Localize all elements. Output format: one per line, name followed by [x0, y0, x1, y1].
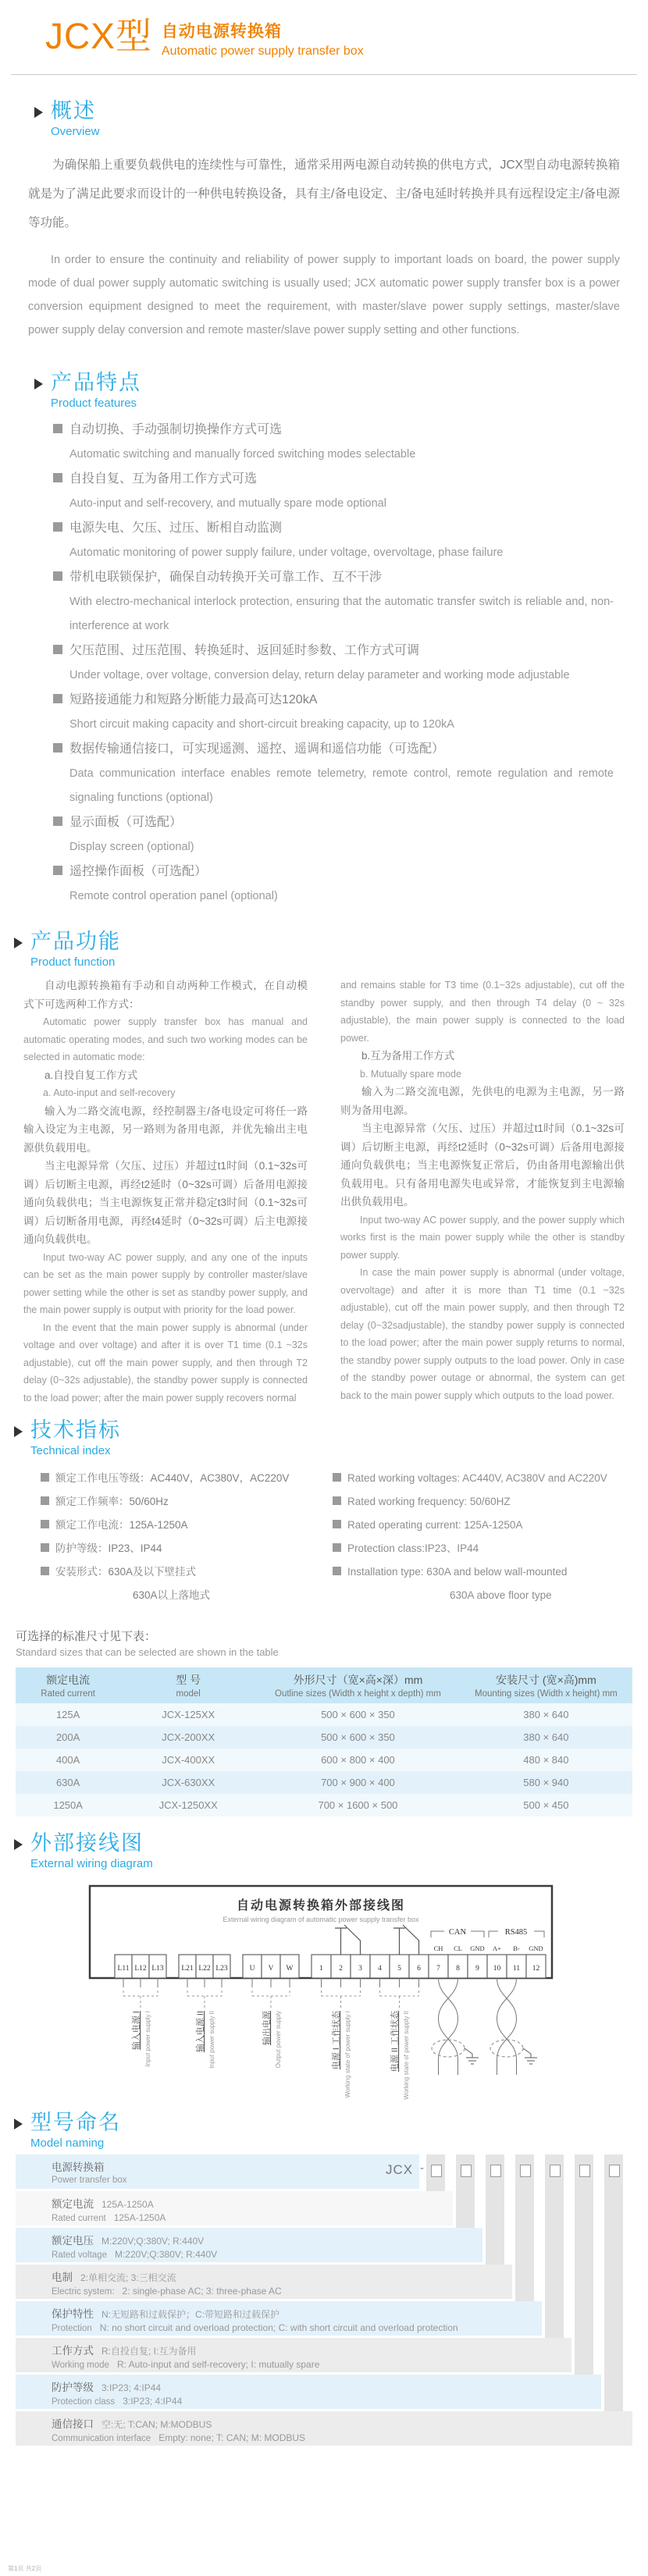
terminal-label: 1 — [319, 1965, 323, 1973]
bullet-square-icon — [53, 571, 62, 581]
tech-item: 额定工作电压等级：AC440V，AC380V，AC220V — [55, 1472, 290, 1484]
tech-item: Rated working frequency: 50/60HZ — [347, 1496, 511, 1507]
model-code — [16, 2154, 632, 2189]
bullet-square-icon — [53, 424, 62, 433]
page-footer-note: 第1页 共2页 — [8, 2565, 42, 2572]
cell-rated-current: 125A — [16, 1703, 120, 1726]
naming-row — [16, 2338, 571, 2372]
naming-label-en: Rated voltage — [52, 2250, 107, 2260]
technical-heading-cn: 技术指标 — [30, 1418, 121, 1442]
group-label-cn: 电源 I 工作状态 — [332, 2011, 341, 2070]
naming-heading-en: Model naming — [30, 2137, 105, 2150]
feature-text-cn: 数据传输通信接口，可实现遥测、遥控、遥调和遥信功能（可选配） — [69, 742, 445, 756]
col-header-en: model — [176, 1689, 201, 1699]
terminal-label: L23 — [215, 1965, 228, 1973]
section-marker-icon — [34, 379, 43, 390]
technical-list-cn — [41, 1467, 333, 1607]
section-marker-icon — [14, 1839, 23, 1850]
terminal-label: 5 — [397, 1965, 401, 1973]
naming-value-en: 3:IP23; 4:IP44 — [123, 2396, 183, 2407]
digit-box-icon — [609, 2165, 620, 2177]
naming-label-en: Communication interface — [52, 2434, 151, 2443]
product-title-en: Automatic power supply transfer box — [161, 44, 364, 58]
ground-icon — [523, 2048, 537, 2064]
naming-heading-cn: 型号命名 — [30, 2111, 121, 2134]
section-marker-icon — [14, 1426, 23, 1437]
bullet-square-icon — [53, 866, 62, 875]
feature-text-cn: 遥控操作面板（可选配） — [69, 865, 208, 878]
naming-value-cn: 3:IP23; 4:IP44 — [101, 2382, 162, 2393]
function-paragraph: Input two-way AC power supply, and the power supply which works first is the main power supply while the other is standby power supply. — [340, 1214, 625, 1261]
cell-rated-current: 1250A — [16, 1794, 120, 1816]
bullet-square-icon — [53, 694, 62, 703]
group-label-en: Input power supply II — [208, 2011, 215, 2069]
table-row — [16, 1703, 632, 1726]
bullet-square-icon — [53, 743, 62, 753]
header-divider — [11, 74, 637, 75]
terminal-label: 6 — [417, 1965, 421, 1973]
terminal-strip — [115, 1955, 546, 1978]
section-features-heading — [34, 370, 648, 410]
cell-outline-size: 600 × 800 × 400 — [256, 1749, 460, 1771]
group-label-cn: 输入电源 I — [132, 2011, 141, 2051]
function-paragraph: a. Auto-input and self-recovery — [43, 1087, 176, 1098]
col-header-cn: 型 号 — [176, 1674, 201, 1686]
standard-sizes-table — [16, 1667, 632, 1816]
pin-label: GND — [529, 1944, 543, 1952]
digit-column — [575, 2154, 593, 2409]
function-paragraph: b.互为备用工作方式 — [361, 1050, 455, 1062]
group-label-cn: 输出电源 — [262, 2011, 272, 2045]
wiring-heading-cn: 外部接线图 — [30, 1831, 144, 1855]
naming-value-en: Empty: none; T: CAN; M: MODBUS — [158, 2432, 306, 2443]
terminal-groups — [123, 1978, 419, 2100]
naming-row — [16, 2301, 542, 2336]
cell-outline-size: 500 × 600 × 350 — [256, 1703, 460, 1726]
function-paragraph: 当主电源异常（欠压、过压）并超过t1时间（0.1~32s可调）后切断主电源，再经t2延时（0~32s可调）后备用电源接通向负载供电；当主电源恢复正常后，仍由备用电源输出供负载用电。只有备用电源失电或异常，才能恢复到主电源输出供负载用电。 — [340, 1123, 625, 1208]
feature-item — [53, 639, 614, 688]
cell-mounting-size: 380 × 640 — [460, 1726, 632, 1749]
col-header-cn: 额定电流 — [46, 1674, 91, 1686]
cell-model: JCX-400XX — [120, 1749, 256, 1771]
feature-text-en: Data communication interface enables remote telemetry, remote control, remote regulation and remote signaling functions (optional) — [69, 767, 614, 804]
terminal-label: 7 — [436, 1965, 440, 1973]
naming-value-en: N: no short circuit and overload protection; C: with short circuit and overload protection — [99, 2322, 458, 2333]
terminal-label: W — [286, 1965, 294, 1973]
cable-shield-icon — [432, 2040, 465, 2057]
cell-rated-current: 400A — [16, 1749, 120, 1771]
bullet-square-icon — [41, 1567, 49, 1575]
naming-value-cn: 125A-1250A — [101, 2199, 154, 2210]
col-header-cn: 外形尺寸（宽×高×深）mm — [293, 1674, 423, 1686]
digit-box-icon — [579, 2165, 590, 2177]
model-code-prefix: JCX — [386, 2162, 414, 2177]
feature-text-cn: 欠压范围、过压范围、转换延时、返回延时参数、工作方式可调 — [69, 644, 420, 657]
table-header-row — [16, 1667, 632, 1703]
feature-text-cn: 显示面板（可选配） — [69, 816, 183, 829]
naming-value-cn: M:220V;Q:380V; R:440V — [101, 2236, 205, 2247]
technical-heading-en: Technical index — [30, 1444, 111, 1457]
feature-item — [53, 516, 614, 565]
function-paragraph: 当主电源异常（欠压、过压）并超过t1时间（0.1~32s可调）后切断主电源，再经t2延时（0~32s可调）后备用电源接通向负载供电；当主电源恢复正常并稳定t3时间（0.1~32s可调）后切断备用电源，再经t4延时（0~32s可调）后主电源接通向负载供电。 — [23, 1160, 308, 1245]
terminal-label: 10 — [493, 1965, 501, 1973]
table-row — [16, 1726, 632, 1749]
feature-text-en: Under voltage, over voltage, conversion delay, return delay parameter and working mode adjustable — [69, 669, 570, 681]
bullet-square-icon — [53, 522, 62, 532]
digit-box-icon — [520, 2165, 531, 2177]
terminal-label: 8 — [456, 1965, 460, 1973]
section-marker-icon — [34, 107, 43, 118]
naming-label-en: Working mode — [52, 2361, 109, 2370]
feature-item — [53, 737, 614, 810]
naming-value-cn: R:自投自复; I:互为备用 — [101, 2346, 197, 2357]
feature-text-cn: 自投自复、互为备用工作方式可选 — [69, 472, 258, 486]
cell-model: JCX-630XX — [120, 1771, 256, 1794]
digit-box-icon — [461, 2165, 472, 2177]
ground-icon — [465, 2048, 479, 2064]
function-paragraph: Automatic power supply transfer box has manual and automatic operating modes, and such two working modes can be selected in automatic mode: — [23, 1016, 308, 1062]
naming-row — [16, 2191, 453, 2226]
overview-paragraph-en: In order to ensure the continuity and reliability of power supply to important loads on board, the power supply mode of dual power supply automatic switching is usually used; JCX automatic power supply transfer box is a power conversion equipment designed to meet the requirement, with master/slave power supply settings, master/slave power supply delay conversion and remote master/slave power supply setting and other functions. — [28, 254, 620, 336]
overview-heading-en: Overview — [51, 125, 100, 138]
feature-item — [53, 467, 614, 516]
bullet-square-icon — [333, 1496, 341, 1505]
feature-text-cn: 电源失电、欠压、过压、断相自动监测 — [69, 521, 283, 535]
function-column-left — [23, 977, 308, 1407]
section-wiring-heading — [14, 1831, 648, 1870]
cell-model: JCX-1250XX — [120, 1794, 256, 1816]
pin-label: CH — [433, 1944, 443, 1952]
feature-text-en: Auto-input and self-recovery, and mutually spare mode optional — [69, 497, 386, 510]
naming-label-cn: 电制 — [52, 2272, 73, 2283]
terminal-label: 3 — [358, 1965, 362, 1973]
rs485-bus-label: RS485 — [504, 1928, 528, 1937]
diagram-title-en: External wiring diagram of automatic power supply transfer box — [223, 1916, 419, 1923]
feature-item — [53, 810, 614, 859]
naming-label-cn: 防护等级 — [52, 2382, 94, 2393]
cell-outline-size: 700 × 900 × 400 — [256, 1771, 460, 1794]
feature-text-cn: 带机电联锁保护，确保自动转换开关可靠工作、互不干涉 — [69, 571, 383, 584]
function-paragraph: Input two-way AC power supply, and any one of the inputs can be set as the main power supply by controller master/slave power setting while the other is set as standby power supply, and the main power supply is output with priority for the load power. — [23, 1251, 308, 1315]
naming-value-cn: N:无短路和过载保护；C:带短路和过载保护 — [101, 2309, 280, 2320]
features-heading-cn: 产品特点 — [51, 371, 141, 394]
bullet-square-icon — [333, 1473, 341, 1482]
terminal-label: L11 — [117, 1965, 130, 1973]
overview-heading-cn: 概述 — [51, 99, 96, 123]
col-header-cn: 安装尺寸 (宽×高)mm — [496, 1674, 596, 1686]
tech-item: Installation type: 630A and below wall-mounted — [347, 1566, 568, 1578]
feature-item — [53, 688, 614, 737]
twisted-pair-can — [432, 1978, 479, 2075]
naming-label-en: Power transfer box — [52, 2176, 127, 2185]
naming-label-cn: 电源转换箱 — [52, 2161, 105, 2173]
naming-row — [16, 2411, 632, 2446]
naming-value-cn: 2:单相交流; 3:三相交流 — [80, 2272, 176, 2283]
tech-item: Protection class:IP23、IP44 — [347, 1542, 479, 1554]
function-column-right — [340, 977, 625, 1407]
function-paragraph: 输入为二路交流电源，先供电的电源为主电源，另一路则为备用电源。 — [340, 1086, 625, 1116]
group-label-en: Output power supply — [275, 2011, 282, 2069]
col-header-en: Mounting sizes (Width x height) mm — [474, 1689, 618, 1699]
section-technical-heading — [14, 1418, 648, 1457]
tech-item: 630A以上落地式 — [133, 1589, 211, 1601]
terminal-label: U — [249, 1965, 255, 1973]
pin-label: CL — [454, 1944, 462, 1952]
feature-text-en: Automatic monitoring of power supply failure, under voltage, overvoltage, phase failure — [69, 546, 504, 559]
feature-item — [53, 565, 614, 639]
wiring-diagram — [74, 1873, 648, 2108]
bullet-square-icon — [333, 1543, 341, 1552]
naming-label-cn: 保护特性 — [52, 2308, 94, 2320]
feature-text-en: Short circuit making capacity and short-circuit breaking capacity, up to 120kA — [69, 718, 454, 731]
tech-item: 额定工作电流：125A-1250A — [55, 1519, 188, 1531]
naming-value-cn: 空:无; T:CAN; M:MODBUS — [101, 2419, 212, 2430]
terminal-label: L21 — [181, 1965, 194, 1973]
function-paragraph: a.自投自复工作方式 — [45, 1069, 138, 1081]
col-header-en: Rated current — [41, 1689, 95, 1699]
model-naming-diagram — [16, 2154, 632, 2448]
function-heading-cn: 产品功能 — [30, 930, 121, 953]
bullet-square-icon — [53, 473, 62, 482]
tech-item: 防护等级：IP23、IP44 — [55, 1542, 162, 1554]
terminal-label: L12 — [134, 1965, 147, 1973]
feature-text-en: With electro-mechanical interlock protection, ensuring that the automatic transfer switch is reliable and, non-interference at work — [69, 596, 614, 632]
naming-label-en: Protection class — [52, 2397, 116, 2407]
terminal-label: 4 — [378, 1965, 382, 1973]
cell-mounting-size: 580 × 940 — [460, 1771, 632, 1794]
naming-value-en: 125A-1250A — [113, 2212, 166, 2223]
cell-rated-current: 200A — [16, 1726, 120, 1749]
section-marker-icon — [14, 938, 23, 948]
naming-value-en: M:220V;Q:380V; R:440V — [114, 2249, 218, 2260]
tech-item: 安装形式：630A及以下壁挂式 — [55, 1566, 197, 1578]
terminal-label: L22 — [198, 1965, 211, 1973]
naming-value-en: 2: single-phase AC; 3: three-phase AC — [122, 2286, 282, 2297]
cell-outline-size: 500 × 600 × 350 — [256, 1726, 460, 1749]
section-naming-heading — [14, 2110, 648, 2150]
diagram-title-cn: 自动电源转换箱外部接线图 — [236, 1899, 406, 1912]
naming-label-en: Rated current — [52, 2214, 106, 2223]
cell-mounting-size: 500 × 450 — [460, 1794, 632, 1816]
function-paragraph: and remains stable for T3 time (0.1~32s adjustable), cut off the standby power supply, and then through T4 delay (0 ~ 32s adjustable), the main power supply is connected to the load power. — [340, 980, 625, 1044]
naming-label-cn: 通信接口 — [52, 2418, 94, 2430]
function-paragraph: b. Mutually spare mode — [360, 1068, 461, 1080]
cell-model: JCX-125XX — [120, 1703, 256, 1726]
table-intro-en: Standard sizes that can be selected are shown in the table — [16, 1646, 279, 1658]
function-paragraph: 输入为二路交流电源，经控制器主/备电设定可将任一路输入设定为主电源，另一路则为备用电源，并优先输出主电源供负载用电。 — [23, 1105, 308, 1154]
tech-item: 额定工作频率：50/60Hz — [55, 1496, 169, 1507]
digit-box-icon — [431, 2165, 442, 2177]
group-label-en: Input power supply I — [144, 2011, 151, 2067]
feature-list — [53, 418, 614, 909]
product-title-cn: 自动电源转换箱 — [161, 23, 282, 41]
group-label-en: Working state of power supply I — [344, 2011, 351, 2098]
pin-label: B- — [513, 1944, 520, 1952]
digit-box-icon — [490, 2165, 501, 2177]
function-columns — [23, 977, 625, 1407]
feature-text-en: Display screen (optional) — [69, 841, 194, 853]
tech-item: Rated working voltages: AC440V, AC380V and AC220V — [347, 1472, 607, 1484]
bullet-square-icon — [41, 1496, 49, 1505]
table-intro-cn: 可选择的标准尺寸见下表： — [16, 1630, 157, 1643]
wiring-heading-en: External wiring diagram — [30, 1857, 153, 1870]
cell-model: JCX-200XX — [120, 1726, 256, 1749]
bullet-square-icon — [53, 645, 62, 654]
terminal-label: 11 — [512, 1965, 521, 1973]
technical-list-en — [333, 1467, 625, 1607]
digit-column — [604, 2154, 623, 2446]
feature-text-cn: 短路接通能力和短路分断能力最高可达120kA — [69, 693, 318, 706]
overview-paragraph-cn: 为确保船上重要负载供电的连续性与可靠性，通常采用两电源自动转换的供电方式，JCX型自动电源转换箱就是为了满足此要求而设计的一种供电转换设备，具有主/备电设定、主/备电延时转换并具有远程设定主/备电源等功能。 — [28, 158, 620, 229]
feature-item — [53, 859, 614, 909]
naming-row — [16, 2228, 482, 2262]
tech-item: Rated operating current: 125A-1250A — [347, 1519, 523, 1531]
section-function-heading — [14, 929, 648, 969]
table-row — [16, 1794, 632, 1816]
feature-text-cn: 自动切换、手动强制切换操作方式可选 — [69, 423, 283, 436]
group-label-en: Working state of power supply II — [403, 2011, 410, 2100]
naming-label-en: Protection — [52, 2324, 92, 2333]
function-heading-en: Product function — [30, 955, 116, 969]
terminal-label: L13 — [151, 1965, 164, 1973]
twisted-pair-rs485 — [490, 1978, 537, 2075]
digit-box-icon — [550, 2165, 561, 2177]
naming-label-cn: 额定电压 — [52, 2235, 94, 2247]
group-label-cn: 电源 II 工作状态 — [390, 2011, 400, 2073]
function-paragraph: In case the main power supply is abnormal (under voltage, overvoltage) and after it is more than T1 time (0.1 ~32s adjustable), cut off the main power supply, and then through T2 delay (0~32sadjustable), the standby power supply is connected to the load power; after the main power supply returns to normal, the standby power supply outputs to the load power. Only in case of the standby power outage or abnormal, the system can get back to the main power supply which outputs to the load power. — [340, 1267, 625, 1401]
cell-mounting-size: 380 × 640 — [460, 1703, 632, 1726]
feature-text-en: Remote control operation panel (optional) — [69, 890, 278, 902]
bullet-square-icon — [333, 1567, 341, 1575]
technical-columns — [41, 1467, 625, 1607]
features-heading-en: Product features — [51, 397, 137, 410]
naming-label-cn: 工作方式 — [52, 2345, 94, 2357]
feature-item — [53, 418, 614, 467]
naming-value-en: R: Auto-input and self-recovery; I: mutually spare — [116, 2359, 320, 2370]
terminal-label: 12 — [532, 1965, 540, 1973]
function-paragraph: In the event that the main power supply is abnormal (under voltage and over voltage) and after it is over T1 time (0.1 ~32s adjustable), cut off the main power supply, and then through T2 delay (0~32s adjustable), the standby power supply is connected to the load power; after the main power supply recovers normal — [23, 1322, 308, 1404]
pin-label: GND — [470, 1944, 485, 1952]
function-paragraph: 自动电源转换箱有手动和自动两种工作模式，在自动模式下可选两种工作方式： — [23, 980, 308, 1010]
naming-row — [16, 2375, 601, 2409]
bullet-square-icon — [333, 1520, 341, 1528]
cell-outline-size: 700 × 1600 × 500 — [256, 1794, 460, 1816]
group-label-cn: 输入电源 II — [196, 2011, 205, 2053]
section-marker-icon — [14, 2119, 23, 2129]
terminal-label: 2 — [339, 1965, 343, 1973]
cable-shield-icon — [490, 2040, 523, 2057]
bullet-square-icon — [41, 1520, 49, 1528]
tech-item: 630A above floor type — [450, 1589, 552, 1601]
bullet-square-icon — [53, 817, 62, 826]
feature-text-en: Automatic switching and manually forced switching modes selectable — [69, 448, 416, 461]
cell-rated-current: 630A — [16, 1771, 120, 1794]
naming-label-cn: 额定电流 — [52, 2198, 94, 2210]
bullet-square-icon — [41, 1543, 49, 1552]
table-row — [16, 1749, 632, 1771]
naming-row — [16, 2265, 512, 2299]
product-model-title: JCX型 — [45, 16, 152, 56]
cell-mounting-size: 480 × 840 — [460, 1749, 632, 1771]
table-row — [16, 1771, 632, 1794]
bullet-square-icon — [41, 1473, 49, 1482]
col-header-en: Outline sizes (Width x height x depth) mm — [275, 1689, 441, 1699]
terminal-label: V — [268, 1965, 274, 1973]
terminal-label: 9 — [475, 1965, 479, 1973]
pin-label: A+ — [493, 1944, 501, 1952]
model-code-dash: - — [420, 2161, 424, 2175]
can-bus-label: CAN — [448, 1928, 467, 1937]
naming-label-en: Electric system: — [52, 2287, 115, 2297]
section-overview-heading — [34, 98, 648, 138]
page-header — [0, 0, 648, 59]
